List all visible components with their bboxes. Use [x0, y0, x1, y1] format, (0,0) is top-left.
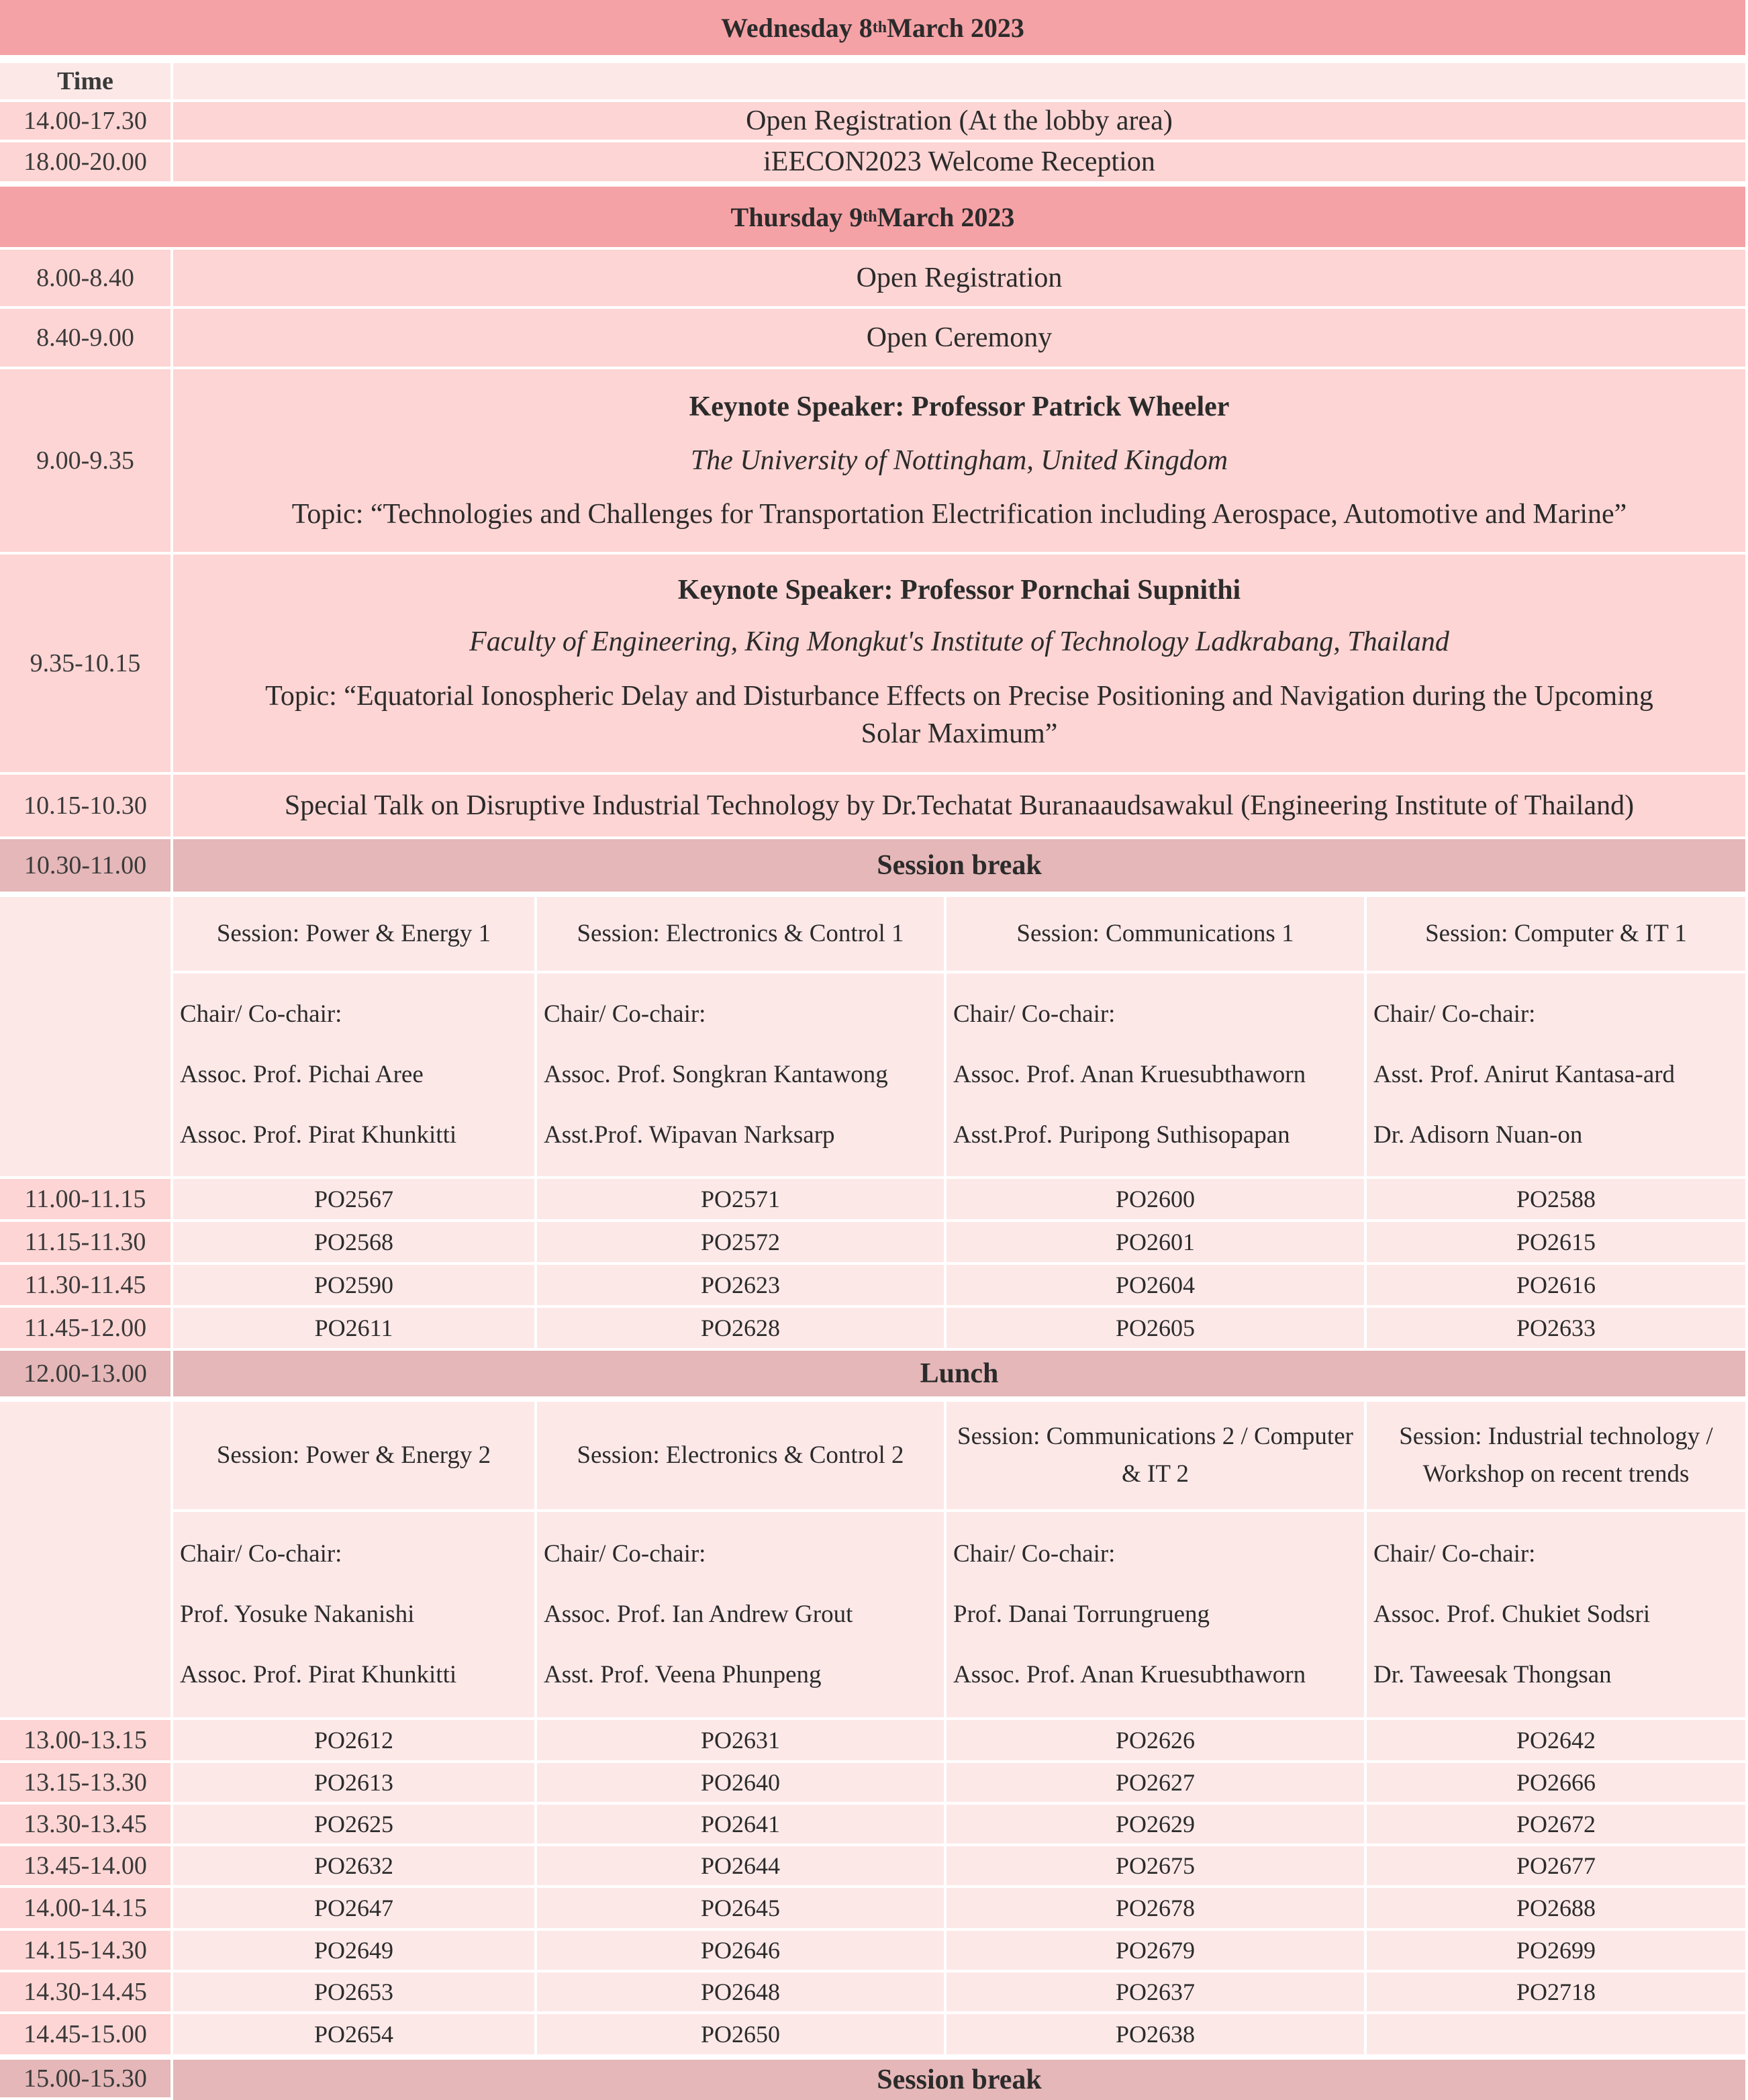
time-spacer [0, 897, 171, 1176]
time-slot [0, 1931, 171, 1970]
paper-id-cell [946, 1720, 1364, 1760]
paper-id-cell [173, 1972, 534, 2011]
session-title-cell [537, 897, 944, 971]
day-header-wednesday: Wednesday 8 th March 2023 [0, 0, 1745, 55]
day-title-part: March 2023 [877, 201, 1015, 232]
paper-id: PO2666 [1516, 1769, 1596, 1796]
paper-id-cell [173, 1720, 534, 1760]
time-slot-label: 13.30-13.45 [23, 1810, 147, 1838]
paper-id-cell [946, 1308, 1364, 1348]
session-chair-cell [173, 1512, 534, 1717]
paper-id-cell [173, 1222, 534, 1262]
separator: : [883, 575, 901, 606]
paper-id-cell [173, 1931, 534, 1970]
session-title: Session: Communications 1 [1016, 920, 1294, 947]
paper-id: PO2625 [313, 1811, 394, 1837]
paper-id: PO2650 [700, 2021, 781, 2048]
time-slot [0, 102, 171, 140]
time-slot-label: 14.00-14.15 [23, 1894, 147, 1922]
paper-id-cell [1367, 1763, 1745, 1802]
time-header-label: Time [57, 67, 113, 95]
paper-id-cell [537, 1846, 944, 1885]
time-slot [0, 555, 171, 772]
paper-id: PO2615 [1516, 1229, 1596, 1255]
time-slot [0, 1805, 171, 1844]
cochair-name: Assoc. Prof. Pirat Khunkitti [180, 1661, 457, 1688]
cochair-name: Assoc. Prof. Anan Kruesubthaworn [953, 1661, 1306, 1688]
paper-id: PO2654 [313, 2021, 394, 2048]
paper-id: PO2718 [1516, 1978, 1596, 2005]
paper-id: PO2605 [1115, 1315, 1196, 1341]
chair-label: Chair/ Co-chair: [953, 1540, 1116, 1568]
paper-id-cell [173, 1763, 534, 1802]
time-slot-label: 18.00-20.00 [23, 148, 147, 176]
time-slot [0, 250, 171, 306]
time-slot [0, 2060, 171, 2097]
paper-id-cell [173, 1805, 534, 1844]
session-title-cell [946, 1402, 1364, 1509]
session-title: Session: Power & Energy 1 [216, 920, 491, 947]
separator: : [895, 391, 912, 422]
paper-id-cell [1367, 1222, 1745, 1262]
paper-id: PO2638 [1115, 2021, 1196, 2048]
paper-id: PO2628 [700, 1315, 781, 1341]
paper-id-cell [1367, 1888, 1745, 1928]
paper-id-cell [946, 1972, 1364, 2011]
paper-id-cell [173, 1265, 534, 1305]
session-title: Session: Communications 2 / Computer & IT 2 [957, 1423, 1353, 1488]
session-title: Session: Electronics & Control 1 [577, 920, 904, 947]
session-title: Session: Industrial technology / Workshop on recent trends [1399, 1423, 1713, 1488]
paper-id-cell [946, 1222, 1364, 1262]
session-break-cell [173, 2060, 1745, 2100]
paper-id-cell [537, 1763, 944, 1802]
paper-id: PO2588 [1516, 1186, 1596, 1212]
chair-label: Chair/ Co-chair: [180, 1540, 342, 1568]
time-slot-label: 8.00-8.40 [36, 264, 134, 292]
time-slot-label: 9.00-9.35 [36, 446, 134, 475]
time-slot [0, 309, 171, 367]
chair-label: Chair/ Co-chair: [544, 1000, 706, 1028]
time-slot-label: 13.45-14.00 [23, 1852, 147, 1880]
day-title-part: Thursday 9 [730, 201, 863, 232]
session-break-label: Session break [877, 850, 1042, 881]
chair-name: Asst. Prof. Anirut Kantasa-ard [1373, 1061, 1676, 1088]
time-slot-label: 14.30-14.45 [23, 1978, 147, 2006]
event-label: Open Registration (At the lobby area) [746, 105, 1173, 136]
chair-name: Prof. Yosuke Nakanishi [180, 1601, 415, 1628]
paper-id-cell [946, 1931, 1364, 1970]
paper-id-cell [946, 1805, 1364, 1844]
time-slot [0, 775, 171, 837]
session-title-cell [1367, 1402, 1745, 1509]
chair-name: Assoc. Prof. Anan Kruesubthaworn [953, 1061, 1306, 1088]
paper-id: PO2600 [1115, 1186, 1196, 1212]
keynote-topic-line: Topic: “Equatorial Ionospheric Delay and Disturbance Effects on Precise Positioning and Navigation during the Upcoming [265, 681, 1653, 712]
lunch-cell [173, 1351, 1745, 1396]
session-title-cell [173, 1402, 534, 1509]
time-slot-label: 9.35-10.15 [30, 649, 141, 677]
special-talk-label: Special Talk on Disruptive Industrial Technology by Dr.Techatat Buranaaudsawakul (Engineering Institute of Thailand) [284, 790, 1635, 821]
paper-id-cell [1367, 1265, 1745, 1305]
chair-label: Chair/ Co-chair: [953, 1000, 1116, 1028]
session-title-cell [537, 1402, 944, 1509]
paper-id-cell [1367, 1720, 1745, 1760]
keynote-affiliation: The University of Nottingham, United Kingdom [690, 445, 1228, 476]
paper-id: PO2645 [700, 1895, 781, 1921]
time-slot [0, 1846, 171, 1885]
paper-id-cell [1367, 1179, 1745, 1219]
time-slot [0, 1308, 171, 1348]
time-slot-label: 8.40-9.00 [36, 324, 134, 352]
paper-id: PO2632 [313, 1852, 394, 1879]
keynote-cell [173, 555, 1745, 772]
time-slot [0, 839, 171, 892]
time-slot [0, 369, 171, 552]
paper-id-cell [537, 1265, 944, 1305]
keynote-label: Keynote Speaker [677, 575, 884, 606]
session-chair-cell [1367, 1512, 1745, 1717]
paper-id-cell [173, 1888, 534, 1928]
paper-id-cell [1367, 1805, 1745, 1844]
paper-id-cell [537, 1179, 944, 1219]
event-cell [173, 309, 1745, 367]
paper-id-cell [537, 1805, 944, 1844]
cochair-name: Dr. Adisorn Nuan-on [1373, 1121, 1583, 1149]
time-slot-label: 15.00-15.30 [23, 2064, 147, 2093]
keynote-cell [173, 369, 1745, 552]
day-title-part: March 2023 [887, 12, 1024, 43]
chair-name: Assoc. Prof. Chukiet Sodsri [1373, 1601, 1651, 1628]
session-title-cell [173, 897, 534, 971]
time-slot-label: 14.45-15.00 [23, 2020, 147, 2048]
paper-id-cell [537, 1888, 944, 1928]
paper-id-cell [537, 1931, 944, 1970]
paper-id: PO2568 [313, 1229, 394, 1255]
time-column-header [0, 63, 171, 99]
session-title: Session: Electronics & Control 2 [577, 1441, 904, 1469]
paper-id: PO2678 [1115, 1895, 1196, 1921]
event-label: Open Ceremony [866, 322, 1053, 353]
paper-id: PO2604 [1115, 1272, 1196, 1298]
session-chair-cell [537, 973, 944, 1176]
paper-id-cell [537, 2014, 944, 2054]
time-slot [0, 1763, 171, 1802]
event-cell [173, 102, 1745, 140]
time-slot-label: 14.15-14.30 [23, 1936, 147, 1964]
event-cell [173, 250, 1745, 306]
session-chair-cell [1367, 973, 1745, 1176]
time-slot [0, 1179, 171, 1219]
paper-id: PO2571 [700, 1186, 781, 1212]
paper-id: PO2637 [1115, 1978, 1196, 2005]
paper-id: PO2616 [1516, 1272, 1596, 1298]
paper-id-cell [537, 1222, 944, 1262]
session-title: Session: Power & Energy 2 [216, 1441, 491, 1469]
time-slot [0, 1265, 171, 1305]
header-spacer [173, 63, 1745, 99]
paper-id: PO2567 [313, 1186, 394, 1212]
paper-id-cell [173, 1179, 534, 1219]
paper-id-cell [537, 1972, 944, 2011]
time-slot-label: 10.15-10.30 [23, 792, 147, 820]
paper-id-cell [1367, 1846, 1745, 1885]
keynote-speaker-name: Professor Pornchai Supnithi [900, 575, 1241, 606]
special-talk-cell [173, 775, 1745, 837]
paper-id-cell [173, 2014, 534, 2054]
paper-id: PO2688 [1516, 1895, 1596, 1921]
paper-id-cell [946, 1888, 1364, 1928]
paper-id: PO2646 [700, 1937, 781, 1964]
chair-label: Chair/ Co-chair: [1373, 1540, 1536, 1568]
paper-id-cell [537, 1720, 944, 1760]
paper-id: PO2653 [313, 1978, 394, 2005]
time-spacer [0, 1402, 171, 1717]
event-label: iEECON2023 Welcome Reception [763, 146, 1155, 177]
session-break-label: Session break [877, 2064, 1042, 2095]
paper-id-cell [1367, 1931, 1745, 1970]
keynote-affiliation: Faculty of Engineering, King Mongkut's Institute of Technology Ladkrabang, Thailand [469, 626, 1449, 657]
time-slot [0, 1972, 171, 2011]
paper-id: PO2677 [1516, 1852, 1596, 1879]
session-chair-cell [946, 1512, 1364, 1717]
chair-label: Chair/ Co-chair: [1373, 1000, 1536, 1028]
chair-name: Assoc. Prof. Songkran Kantawong [544, 1061, 888, 1088]
keynote-label: Keynote Speaker [689, 391, 895, 422]
paper-id: PO2642 [1516, 1727, 1596, 1754]
paper-id-cell [1367, 1308, 1745, 1348]
day-title-part: Wednesday 8 [721, 12, 873, 43]
chair-name: Assoc. Prof. Ian Andrew Grout [544, 1601, 853, 1628]
paper-id: PO2648 [700, 1978, 781, 2005]
paper-id: PO2640 [700, 1769, 781, 1796]
chair-name: Prof. Danai Torrungrueng [953, 1601, 1210, 1628]
time-slot [0, 1888, 171, 1928]
time-slot-label: 10.30-11.00 [23, 851, 147, 879]
paper-id: PO2629 [1115, 1811, 1196, 1837]
event-label: Open Registration [856, 262, 1063, 293]
paper-id: PO2627 [1115, 1769, 1196, 1796]
chair-name: Assoc. Prof. Pichai Aree [180, 1061, 424, 1088]
paper-id-cell [1367, 1972, 1745, 2011]
session-break-cell [173, 839, 1745, 892]
paper-id-cell [946, 2014, 1364, 2054]
time-slot [0, 1222, 171, 1262]
paper-id: PO2626 [1115, 1727, 1196, 1754]
paper-id: PO2623 [700, 1272, 781, 1298]
paper-id: PO2611 [314, 1315, 393, 1341]
keynote-topic: Topic: “Technologies and Challenges for Transportation Electrification including Aerospace, Automotive and Marine” [291, 499, 1627, 530]
paper-id: PO2613 [313, 1769, 394, 1796]
session-chair-cell [173, 973, 534, 1176]
time-slot-label: 13.15-13.30 [23, 1768, 147, 1797]
event-cell [173, 142, 1745, 181]
time-slot [0, 1351, 171, 1396]
paper-id: PO2699 [1516, 1937, 1596, 1964]
paper-id: PO2633 [1516, 1315, 1596, 1341]
chair-label: Chair/ Co-chair: [180, 1000, 342, 1028]
time-slot-label: 11.30-11.45 [24, 1271, 146, 1299]
paper-id-cell [1367, 2014, 1745, 2054]
cochair-name: Asst.Prof. Puripong Suthisopapan [953, 1121, 1290, 1149]
time-slot-label: 11.00-11.15 [24, 1185, 146, 1213]
paper-id-cell [173, 1846, 534, 1885]
session-chair-cell [946, 973, 1364, 1176]
paper-id: PO2631 [700, 1727, 781, 1754]
paper-id: PO2672 [1516, 1811, 1596, 1837]
paper-id: PO2572 [700, 1229, 781, 1255]
cochair-name: Assoc. Prof. Pirat Khunkitti [180, 1121, 457, 1149]
time-slot-label: 11.15-11.30 [24, 1228, 146, 1256]
session-title: Session: Computer & IT 1 [1425, 920, 1687, 947]
session-title-cell [946, 897, 1364, 971]
paper-id: PO2647 [313, 1895, 394, 1921]
keynote-speaker-name: Professor Patrick Wheeler [911, 391, 1230, 422]
paper-id: PO2641 [700, 1811, 781, 1837]
lunch-label: Lunch [920, 1358, 999, 1389]
time-slot [0, 142, 171, 181]
paper-id: PO2612 [313, 1727, 394, 1754]
session-title-cell [1367, 897, 1745, 971]
paper-id-cell [946, 1846, 1364, 1885]
paper-id: PO2679 [1115, 1937, 1196, 1964]
paper-id: PO2644 [700, 1852, 781, 1879]
time-slot [0, 1720, 171, 1760]
chair-label: Chair/ Co-chair: [544, 1540, 706, 1568]
cochair-name: Asst. Prof. Veena Phunpeng [544, 1661, 822, 1688]
paper-id-cell [537, 1308, 944, 1348]
paper-id-cell [946, 1265, 1364, 1305]
paper-id-cell [173, 1308, 534, 1348]
time-slot-label: 14.00-17.30 [23, 107, 147, 135]
day-header-thursday: Thursday 9 th March 2023 [0, 187, 1745, 247]
time-slot-label: 13.00-13.15 [23, 1726, 147, 1754]
paper-id-cell [946, 1179, 1364, 1219]
time-slot [0, 2014, 171, 2054]
time-slot-label: 12.00-13.00 [23, 1359, 147, 1388]
cochair-name: Asst.Prof. Wipavan Narksarp [544, 1121, 835, 1149]
paper-id: PO2675 [1115, 1852, 1196, 1879]
paper-id-cell [946, 1763, 1364, 1802]
paper-id: PO2649 [313, 1937, 394, 1964]
cochair-name: Dr. Taweesak Thongsan [1373, 1661, 1612, 1688]
time-slot-label: 11.45-12.00 [23, 1314, 147, 1342]
paper-id: PO2590 [313, 1272, 394, 1298]
session-chair-cell [537, 1512, 944, 1717]
keynote-topic-line: Solar Maximum” [861, 718, 1058, 749]
paper-id: PO2601 [1115, 1229, 1196, 1255]
